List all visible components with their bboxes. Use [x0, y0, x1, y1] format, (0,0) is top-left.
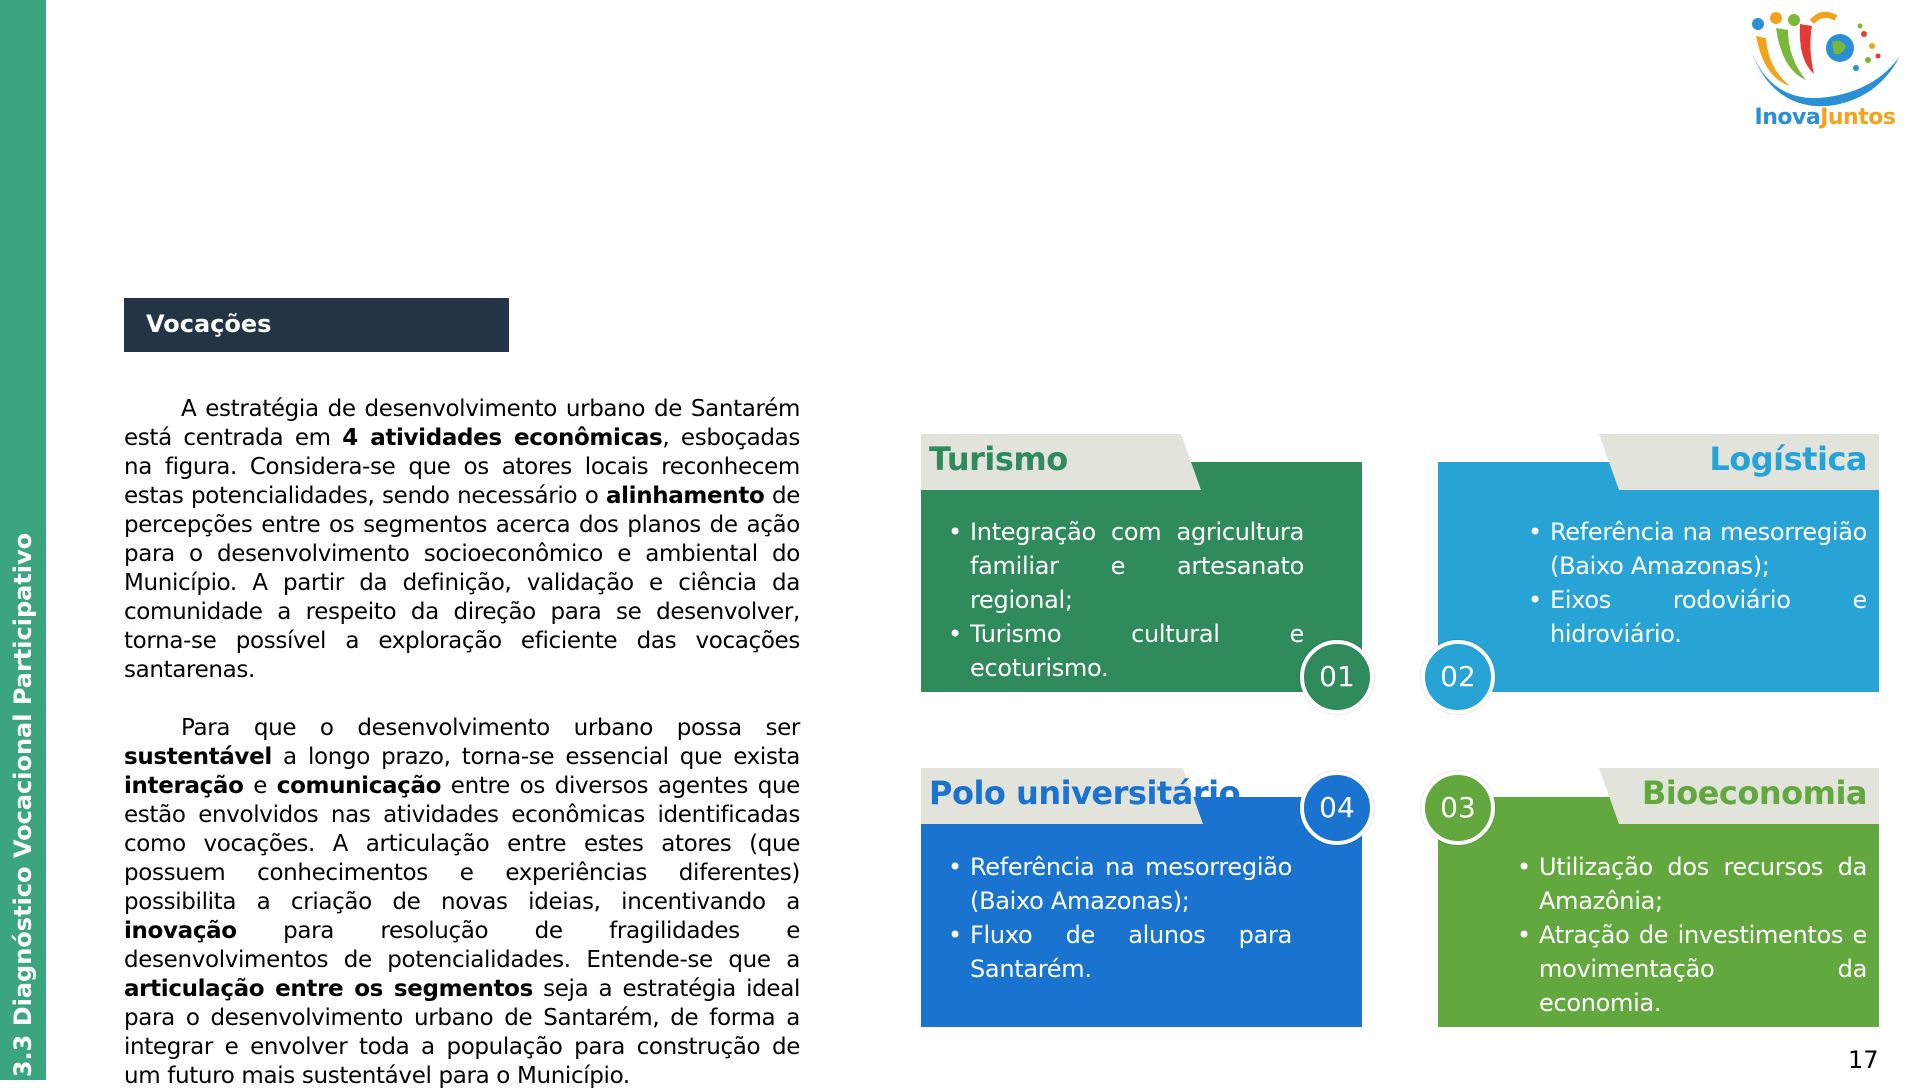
list-item: • Utilização dos recursos da Amazônia; — [1517, 850, 1867, 918]
list-item: • Turismo cultural e ecoturismo. — [948, 617, 1304, 685]
card-logistica-list — [1528, 515, 1867, 651]
card-polo-number: 04 — [1300, 771, 1374, 845]
emphasis-text: comunicação — [276, 773, 442, 799]
emphasis-text: sustentável — [124, 744, 272, 770]
card-bioeconomia-list — [1517, 850, 1867, 1020]
paragraph-text: Para que o desenvolvimento urbano possa ser — [181, 715, 800, 741]
list-item: • Referência na mesorregião (Baixo Amazonas); — [948, 850, 1292, 918]
section-header: Vocações — [124, 298, 509, 352]
logo-wordmark: InovaJuntos — [1754, 105, 1896, 130]
list-item: • Fluxo de alunos para Santarém. — [948, 918, 1292, 986]
sidebar-title: 3.3 Diagnóstico Vocacional Participativo — [9, 532, 37, 1078]
card-logistica-title: Logística — [1709, 440, 1867, 478]
list-item: • Eixos rodoviário e hidroviário. — [1528, 583, 1867, 651]
card-turismo-title: Turismo — [929, 440, 1068, 478]
list-item: • Integração com agricultura familiar e artesanato regional; — [948, 515, 1304, 617]
paragraph-text: a longo prazo, torna-se essencial que exista — [271, 744, 800, 770]
emphasis-text: alinhamento — [605, 483, 765, 509]
body-text — [124, 395, 800, 1091]
paragraph-text: , esboçadas na figura. Considera-se que os atores locais reconhecem estas potencialidades, sendo necessário o — [124, 425, 800, 509]
card-bioeconomia-number: 03 — [1421, 771, 1495, 845]
paragraph-text: e — [243, 773, 277, 799]
page-number: 17 — [1848, 1046, 1879, 1074]
card-turismo-number: 01 — [1300, 640, 1374, 714]
emphasis-text: 4 atividades econômicas — [342, 425, 663, 451]
card-turismo-list — [948, 515, 1304, 685]
paragraph-1 — [124, 395, 800, 685]
emphasis-text: articulação entre os segmentos — [124, 976, 533, 1002]
paragraph-text: A estratégia de desenvolvimento urbano de Santarém está centrada em — [124, 396, 800, 451]
card-bioeconomia-title: Bioeconomia — [1641, 774, 1867, 812]
emphasis-text: inovação — [124, 918, 237, 944]
paragraph-text: entre os diversos agentes que estão envolvidos nas atividades econômicas identificadas como vocações. A articulação entre estes atores (que possuem conhecimentos e experiências diferentes) possibilita a criação de novas ideias, incentivando a — [124, 773, 800, 915]
paragraph-2 — [124, 714, 800, 1091]
list-item: • Referência na mesorregião (Baixo Amazonas); — [1528, 515, 1867, 583]
card-polo-list — [948, 850, 1292, 986]
paragraph-text: de percepções entre os segmentos acerca dos planos de ação para o desenvolvimento socioeconômico e ambiental do Município. A partir da definição, validação e ciência da comunidade a respeito da direção para se desenvolver, torna-se possível a exploração eficiente das vocações santarenas. — [124, 483, 801, 683]
card-polo-title: Polo universitário — [929, 774, 1241, 812]
paragraph-text: seja a estratégia ideal para o desenvolvimento urbano de Santarém, de forma a integrar e envolver toda a população para construção de um futuro mais sustentável para o Município. — [124, 976, 800, 1089]
card-logistica-number: 02 — [1421, 640, 1495, 714]
sidebar — [0, 0, 46, 1080]
emphasis-text: interação — [124, 773, 244, 799]
paragraph-text: para resolução de fragilidades e desenvolvimentos de potencialidades. Entende-se que a — [124, 918, 800, 973]
list-item: • Atração de investimentos e movimentação da economia. — [1517, 918, 1867, 1020]
